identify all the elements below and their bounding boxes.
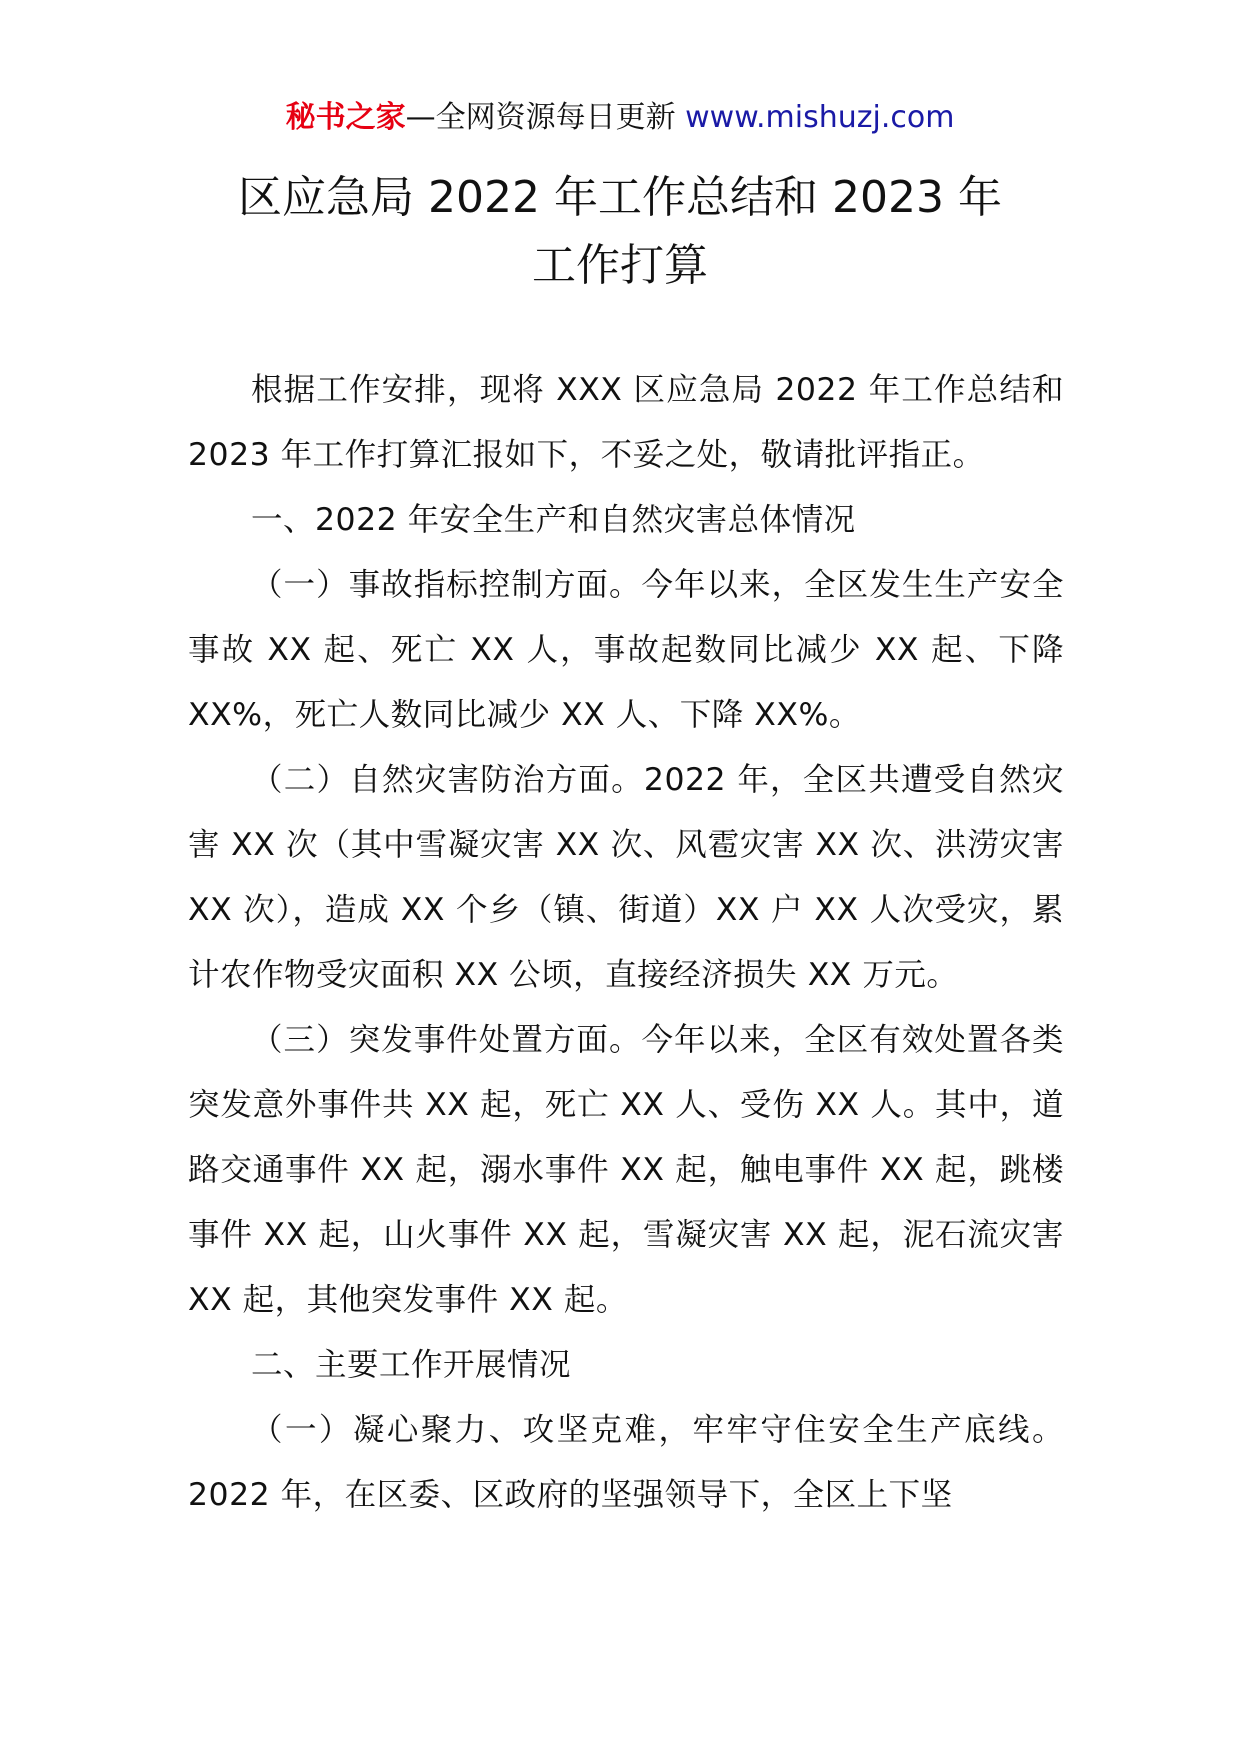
section-heading-2: 二、主要工作开展情况	[251, 1347, 572, 1383]
document-body	[188, 358, 1064, 1528]
site-header	[0, 98, 1240, 138]
section-heading-1: 一、2022 年安全生产和自然灾害总体情况	[251, 502, 856, 538]
site-brand: 秘书之家	[285, 100, 406, 135]
paragraph-emergency-handling: （三）突发事件处置方面。今年以来，全区有效处置各类突发意外事件共 XX 起，死亡 XX 人、受伤 XX 人。其中，道路交通事件 XX 起，溺水事件 XX 起，触电事件 XX 起，跳楼事件 XX 起，山火事件 XX 起，雪凝灾害 XX 起，泥石流灾害 XX 起，其他突发事件 XX 起。	[188, 1022, 1064, 1318]
paragraph-main-work-1: （一）凝心聚力、攻坚克难，牢牢守住安全生产底线。2022 年，在区委、区政府的坚强领导下，全区上下坚	[188, 1412, 1064, 1513]
title-line-1: 区应急局 2022 年工作总结和 2023 年	[238, 172, 1002, 223]
site-url[interactable]: www.mishuzj.com	[685, 100, 955, 135]
site-tagline: —全网资源每日更新	[405, 100, 676, 135]
document-title	[0, 164, 1240, 300]
paragraph-accident-control: （一）事故指标控制方面。今年以来，全区发生生产安全事故 XX 起、死亡 XX 人，事故起数同比减少 XX 起、下降 XX%，死亡人数同比减少 XX 人、下降 XX%。	[188, 567, 1064, 733]
paragraph-natural-disaster: （二）自然灾害防治方面。2022 年，全区共遭受自然灾害 XX 次（其中雪凝灾害 XX 次、风雹灾害 XX 次、洪涝灾害 XX 次），造成 XX 个乡（镇、街道）XX 户 XX 人次受灾，累计农作物受灾面积 XX 公顷，直接经济损失 XX 万元。	[188, 762, 1064, 993]
title-line-2: 工作打算	[532, 240, 708, 291]
intro-paragraph: 根据工作安排，现将 XXX 区应急局 2022 年工作总结和 2023 年工作打算汇报如下，不妥之处，敬请批评指正。	[188, 372, 1064, 473]
